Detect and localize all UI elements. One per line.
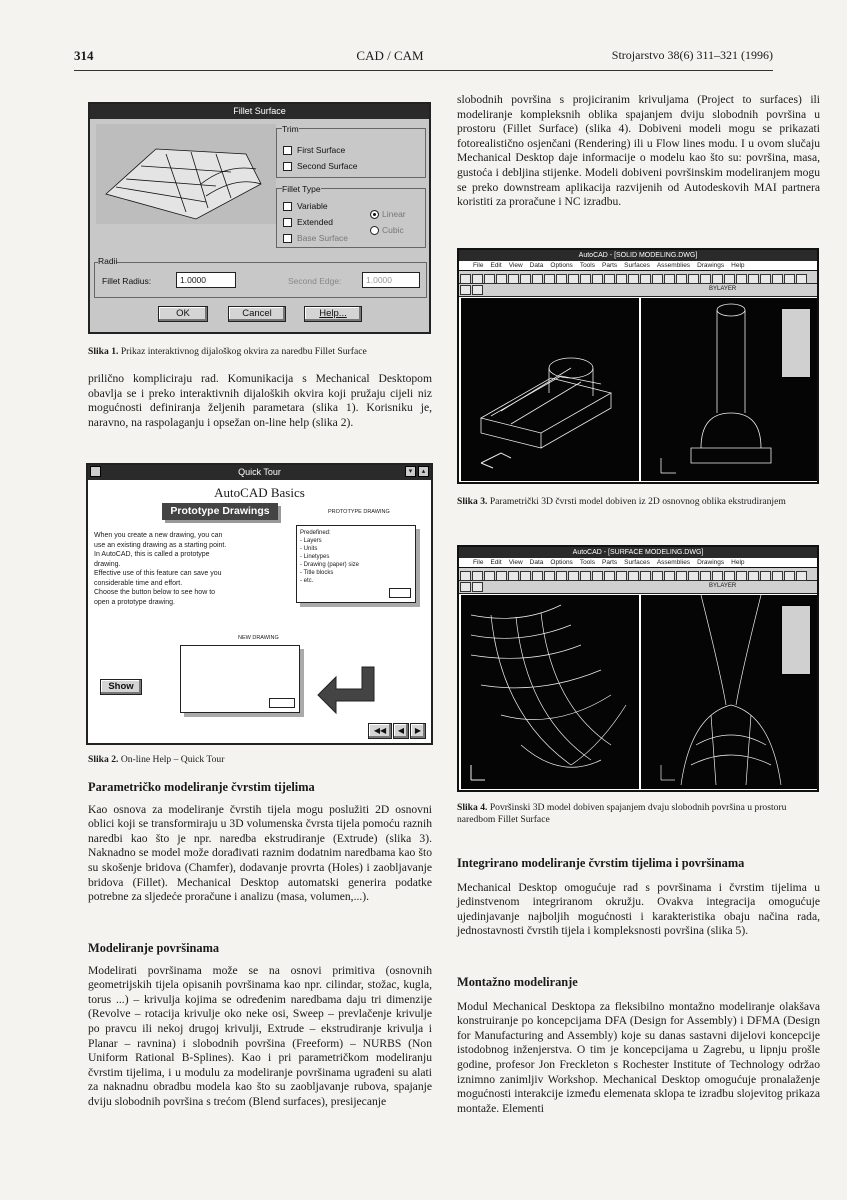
fig3-caption: Slika 3. Parametrički 3D čvrsti model dobiven iz 2D osnovnog oblika ekstrudiranjem [457, 496, 786, 507]
header-rule [74, 70, 773, 71]
new-drawing-sheet [180, 645, 300, 713]
viewport-left[interactable] [461, 298, 639, 481]
dialog-title: Fillet Surface [90, 104, 429, 119]
menu-item-options[interactable]: Options [550, 262, 573, 269]
menu-item-parts[interactable]: Parts [602, 559, 618, 566]
surface-preview [96, 124, 276, 224]
menu-item-assemblies[interactable]: Assemblies [656, 262, 691, 269]
menu-item-view[interactable]: View [508, 559, 523, 566]
help-button[interactable]: Help... [304, 306, 362, 322]
heading-integrated: Integrirano modeliranje čvrstim tijelima i površinama [457, 856, 745, 870]
first-surface-label: First Surface [297, 145, 346, 155]
show-button[interactable]: Show [100, 679, 142, 695]
predefined-item: - Drawing (paper) size [300, 562, 360, 568]
system-menu-button[interactable] [90, 466, 101, 477]
variable-label: Variable [297, 201, 328, 211]
predefined-item: - Units [300, 546, 318, 552]
section-title: CAD / CAM [356, 48, 424, 63]
fillet-radius-label: Fillet Radius: [102, 276, 152, 286]
title-block-icon [389, 588, 411, 598]
extended-checkbox[interactable] [283, 218, 292, 227]
right-top-paragraph: slobodnih površina s projiciranim krivuljama (Project to surfaces) ili modeliranje kompleksnih oblika spajanjem dviju slobodnih površina u prostoru (Fillet Surface) (slika 4). Dobiveni modeli mogu se prikazati fotorealistično osjenčani (Rendering) ili u Flow lines modu. I u ovom slučaju Mechanical Desktop daje informacije o modelu kao što su: površina, masa, gustoća i debljina stijenke. Modeli dobiveni površinskim modeliranjem mogu se preko downstream aplikacija razvijenih od Autodeskovih MAI partnera koristiti za proračune i NC izradbu. [457, 93, 820, 209]
title-block-icon [269, 698, 295, 708]
fig2-caption: Slika 2. On-line Help – Quick Tour [88, 754, 225, 765]
quick-tour-heading: AutoCAD Basics [214, 485, 305, 500]
prototype-banner: Prototype Drawings [162, 503, 278, 520]
paragraph-parametric: Kao osnova za modeliranje čvrstih tijela mogu poslužiti 2D osnovni oblici koji se transformiraju u 3D volumenska čvrsta tijela pomoću raznih naredbi kao što je npr. naredba ekstrudiranje (Extrude) (slika 3). Naknadno se model može dorađivati raznim dodatnim naredbama kao što su skošenje bridova (Chamfer), dodavanje provrta (Holes) i zaobljavanje bridova (Fillet). Mechanical Desktop automatski generira podatke potrebne za sljedeće proračune i analizu (masa, volumen,...). [88, 802, 432, 904]
predefined-item: - etc. [300, 578, 314, 584]
ok-button[interactable]: OK [158, 306, 208, 322]
heading-parametric: Parametričko modeliranje čvrstim tijelima [88, 780, 315, 794]
quick-tour-title: Quick Tour [88, 465, 431, 480]
surfaces-toolbox[interactable] [781, 605, 811, 675]
extended-label: Extended [297, 217, 333, 227]
second-edge-label: Second Edge: [288, 276, 342, 286]
prototype-sheet [296, 525, 416, 603]
menu-item-edit[interactable]: Edit [490, 559, 502, 566]
autocad-solid-window [457, 248, 819, 484]
fillet-surface-iso [461, 595, 639, 789]
journal-citation: Strojarstvo 38(6) 311–321 (1996) [611, 48, 773, 62]
extruded-solid-iso [461, 298, 639, 481]
heading-surfaces: Modeliranje površinama [88, 941, 220, 955]
menu-item-options[interactable]: Options [550, 559, 573, 566]
cubic-label: Cubic [382, 225, 404, 235]
menu-item-help[interactable]: Help [731, 262, 745, 269]
minimize-button[interactable]: ▾ [405, 466, 416, 477]
viewport-right[interactable] [641, 298, 817, 481]
predefined-list [300, 529, 412, 585]
menu-item-tools[interactable]: Tools [579, 262, 595, 269]
object-properties-toolbar [459, 284, 817, 297]
new-drawing-label: NEW DRAWING [238, 635, 279, 641]
predefined-item: - Layers [300, 538, 322, 544]
body-line: When you create a new drawing, you can [94, 532, 223, 539]
menu-item-file[interactable]: File [473, 262, 484, 269]
menu-item-data[interactable]: Data [529, 262, 544, 269]
body-line: Effective use of this feature can save you [94, 570, 222, 577]
surface-menu-bar [459, 558, 817, 568]
section-parametric [88, 780, 432, 905]
body-line: In AutoCAD, this is called a prototype [94, 551, 210, 558]
menu-item-edit[interactable]: Edit [490, 262, 502, 269]
linear-radio[interactable] [370, 210, 379, 219]
cancel-button[interactable]: Cancel [228, 306, 286, 322]
menu-item-data[interactable]: Data [529, 559, 544, 566]
fig4-caption: Slika 4. Površinski 3D model dobiven spajanjem dvaju slobodnih površina u prostoru naredbom Fillet Surface [457, 802, 787, 826]
body-line: open a prototype drawing. [94, 598, 175, 606]
fillet-surface-dialog [88, 102, 431, 334]
base-surface-label: Base Surface [297, 233, 349, 243]
left-intro-paragraph: prilično kompliciraju rad. Komunikacija s Mechanical Desktopom obavlja se i preko interaktivnih dijaloških okvira koji pružaju cijeli niz mogućnosti definiranja željenih parametara (slika 1). Korisniku je, naravno, na raspolaganju i opsežan on-line help (slika 2). [88, 372, 432, 429]
trim-label: Trim [282, 124, 299, 134]
menu-item-surfaces[interactable]: Surfaces [624, 559, 650, 566]
paragraph-integrated: Mechanical Desktop omogućuje rad s površinama i čvrstim tijelima u jedinstvenom integriranom okružju. Ovakva integracija omogućuje ujedinjavanje najboljih mogućnosti i karakteristika obaju načina rada, jednostavnosti čvrstih tijela i kompleksnosti površina (slika 5). [457, 880, 820, 938]
menu-item-help[interactable]: Help [731, 559, 745, 566]
arrow-icon [316, 665, 382, 717]
quick-tour-body [94, 531, 284, 607]
predefined-item: - Linetypes [300, 554, 330, 560]
maximize-button[interactable]: ▴ [418, 466, 429, 477]
surface-window-title: AutoCAD - [SURFACE MODELING.DWG] [459, 547, 817, 558]
paragraph-surfaces: Modelirati površinama može se na osnovi primitiva (osnovnih geometrijskih tijela opisanih površinama kao npr. cilindar, stožac, kugla, torus ...) – krivulja kojima se određenim naredbama daju tri dimenzije (Revolve – rotacija krivulje oko neke osi, Sweep – prevlačenje krivulje po pravcu ili nekoj drugoj krivulji, Extrude – ekstrudiranje krivulja i Planar – ravnina) i slobodnih površina (Freeform) – NURBS (Non Uniform Rational B-Splines). Kao i pri parametričkom modeliranju čvrstim tijelima, i u modulu za modeliranje površinama ugrađeni su alati za naknadnu obradbu modela kao što su zaobljavanje rubova, spajanje dviju slobodnih površina s trećom (Blend surfaces), presijecanje [88, 963, 432, 1108]
section-surfaces [88, 941, 432, 1110]
heading-assembly: Montažno modeliranje [457, 975, 578, 989]
page-number: 314 [74, 48, 94, 63]
section-assembly [457, 975, 820, 1116]
menu-item-drawings[interactable]: Drawings [697, 262, 725, 269]
layer-value: BYLAYER [709, 583, 737, 589]
second-surface-label: Second Surface [297, 161, 358, 171]
body-line: Choose the button below to see how to [94, 589, 216, 596]
fig1-caption: Slika 1. Prikaz interaktivnog dijaloškog okvira za naredbu Fillet Surface [88, 346, 367, 357]
menu-item-view[interactable]: View [508, 262, 523, 269]
solid-window-title: AutoCAD - [SOLID MODELING.DWG] [459, 250, 817, 261]
menu-item-assemblies[interactable]: Assemblies [656, 559, 691, 566]
second-edge-input[interactable]: 1.0000 [362, 272, 420, 288]
first-page-button[interactable]: ◀◀ [368, 723, 392, 739]
linear-label: Linear [382, 209, 406, 219]
fillet-radius-input[interactable]: 1.0000 [176, 272, 236, 288]
menu-item-surfaces[interactable]: Surfaces [624, 262, 650, 269]
predefined-item: Predefined: [300, 530, 331, 536]
layer-value: BYLAYER [709, 286, 737, 292]
radii-label: Radii [98, 256, 118, 266]
second-surface-checkbox[interactable] [283, 162, 292, 171]
variable-checkbox[interactable] [283, 202, 292, 211]
menu-item-tools[interactable]: Tools [579, 559, 595, 566]
section-integrated [457, 856, 820, 939]
base-surface-checkbox[interactable] [283, 234, 292, 243]
solid-menu-bar [459, 261, 817, 271]
viewport-left[interactable] [461, 595, 639, 789]
solids-toolbox[interactable] [781, 308, 811, 378]
body-line: use an existing drawing as a starting point. [94, 541, 227, 549]
body-line: drawing. [94, 560, 121, 568]
prototype-drawing-label: PROTOTYPE DRAWING [328, 509, 390, 515]
paragraph-assembly: Modul Mechanical Desktopa za fleksibilno montažno modeliranje olakšava konstruiranje po koncepcijama DFA (Design for Assembly) i DFMA (Design for Manufacturing and Assembly) koje su danas sastavni dijelovi koncepcije istodobnog inženjerstva. O tim je koncepcijama u Zagrebu, u lipnju prošle godine, profesor Jon Freckleton s Rochester Institute of Technology održao iznimno zanimljiv Workshop. Mechanical Desktop omogućuje pronalaženje mogućnosti interakcije između elemenata sklopa te izradbu slojevitog prikaza montaže. Elementi [457, 999, 820, 1115]
menu-item-file[interactable]: File [473, 559, 484, 566]
menu-item-parts[interactable]: Parts [602, 262, 618, 269]
object-properties-toolbar [459, 581, 817, 594]
standard-toolbar [459, 271, 817, 284]
viewport-right[interactable] [641, 595, 817, 789]
cubic-radio[interactable] [370, 226, 379, 235]
standard-toolbar [459, 568, 817, 581]
quick-tour-window [86, 463, 433, 745]
predefined-item: - Title blocks [300, 570, 334, 576]
body-line: considerable time and effort. [94, 579, 183, 587]
fillet-type-label: Fillet Type [282, 184, 321, 194]
next-page-button[interactable]: ▶ [410, 723, 426, 739]
menu-item-drawings[interactable]: Drawings [697, 559, 725, 566]
prev-page-button[interactable]: ◀ [393, 723, 409, 739]
first-surface-checkbox[interactable] [283, 146, 292, 155]
autocad-surface-window [457, 545, 819, 792]
